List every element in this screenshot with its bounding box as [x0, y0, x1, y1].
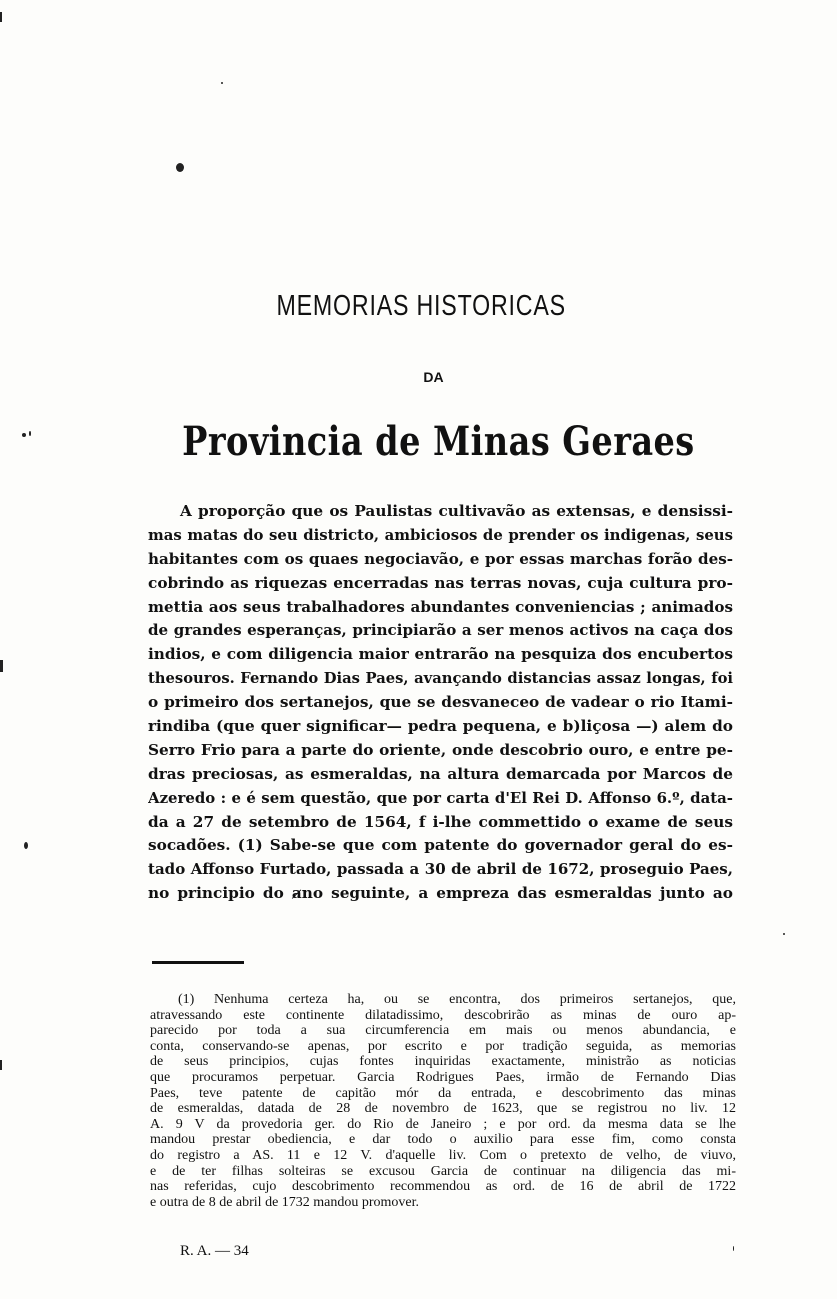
body-line: de grandes esperanças, principiarão a ser menos activos na caça dos: [148, 621, 733, 640]
body-line: no principio do a̷no seguinte, a empreza das esmeraldas junto ao: [148, 884, 733, 903]
body-line: thesouros. Fernando Dias Paes, avançando distancias assaz longas, foi: [148, 670, 733, 688]
footnote-line: (1) Nenhuma certeza ha, ou se encontra, dos primeiros sertanejos, que,: [178, 992, 736, 1007]
page-signature: R. A. — 34: [180, 1243, 249, 1259]
footnote-line: Paes, teve patente de capitão mór da entrada, e descobrimento das minas: [150, 1085, 736, 1101]
footnote-line: mandou prestar obediencia, e dar todo o auxilio para esse fim, como consta: [150, 1132, 736, 1148]
footnote-divider: [152, 961, 244, 964]
body-paragraph: [148, 500, 733, 906]
footnote-line: de seus principios, cujas fontes inquiridas exactamente, ministrão as noticias: [150, 1054, 736, 1070]
footnote-line: conta, conservando-se apenas, por escrito e por tradição seguida, as memorias: [150, 1038, 736, 1054]
body-line: Azeredo : e é sem questão, que por carta d'El Rei D. Affonso 6.º, data-: [148, 788, 733, 807]
body-line: socadões. (1) Sabe-se que com patente do governador geral do es-: [148, 836, 733, 855]
ink-speck: [733, 1246, 734, 1251]
ink-speck: [0, 660, 3, 672]
body-line: Serro Frio para a parte do oriente, onde descobrio ouro, e entre pe-: [148, 740, 733, 759]
body-line: A proporção que os Paulistas cultivavão as extensas, e densissi-: [180, 502, 733, 520]
footnote-line: A. 9 V da provedoria ger. do Rio de Janeiro ; e por ord. da mesma data se lhe: [150, 1116, 736, 1132]
footnote-line: atravessando este continente dilatadissimo, descobrirão as minas de ouro ap-: [150, 1007, 736, 1023]
body-line: indios, e com diligencia maior entrarão na pesquiza dos encubertos: [148, 645, 733, 664]
ink-speck: [783, 933, 785, 935]
page-title: Provincia de Minas Geraes: [182, 418, 695, 465]
body-line: cobrindo as riquezas encerradas nas terras novas, cuja cultura pro-: [148, 573, 733, 592]
ink-speck: [221, 82, 223, 84]
body-line: mas matas do seu districto, ambiciosos de prender os indigenas, seus: [148, 525, 733, 544]
ink-speck: [22, 433, 26, 437]
body-line: mettia aos seus trabalhadores abundantes conveniencias ; animados: [148, 597, 733, 616]
body-line: rindiba (que quer significar— pedra pequena, e b)liçosa —) alem do: [148, 717, 733, 736]
title-memorias-historicas: MEMORIAS HISTORICAS: [276, 290, 566, 322]
ink-speck: [24, 842, 28, 849]
body-line: o primeiro dos sertanejos, que se desvaneceo de vadear o rio Itami-: [148, 693, 733, 712]
title-connector: DA: [423, 369, 444, 385]
body-line: habitantes com os quaes negociavão, e por essas marchas forão des-: [148, 549, 733, 568]
footnote-line: de esmeraldas, datada de 28 de novembro de 1623, que se registrou no liv. 12: [150, 1101, 736, 1117]
ink-speck: [0, 1060, 2, 1070]
footnote-line: parecido por toda a sua circumferencia em mais ou menos abundancia, e: [150, 1023, 736, 1039]
footnote-line: do registro a AS. 11 e 12 V. d'aquelle liv. Com o pretexto de velho, de viuvo,: [150, 1147, 736, 1163]
footnote-line: e de ter filhas solteiras se excusou Garcia de continuar na diligencia das mi-: [150, 1163, 736, 1179]
body-line: da a 27 de setembro de 1564, f i-lhe commettido o exame de seus: [148, 812, 733, 831]
footnote-line: que procuramos perpetuar. Garcia Rodrigues Paes, irmão de Fernando Dias: [150, 1069, 736, 1085]
body-line: dras preciosas, as esmeraldas, na altura demarcada por Marcos de: [148, 764, 733, 783]
ink-speck: [176, 163, 184, 172]
body-line: tado Affonso Furtado, passada a 30 de abril de 1672, proseguio Paes,: [148, 860, 733, 879]
footnote: [150, 992, 736, 1210]
ink-speck: [29, 431, 31, 436]
ink-speck: [0, 12, 2, 22]
footnote-line: nas referidas, cujo descobrimento recommendou as ord. de 16 de abril de 1722: [150, 1179, 736, 1195]
footnote-line: e outra de 8 de abril de 1732 mandou promover.: [150, 1194, 420, 1210]
